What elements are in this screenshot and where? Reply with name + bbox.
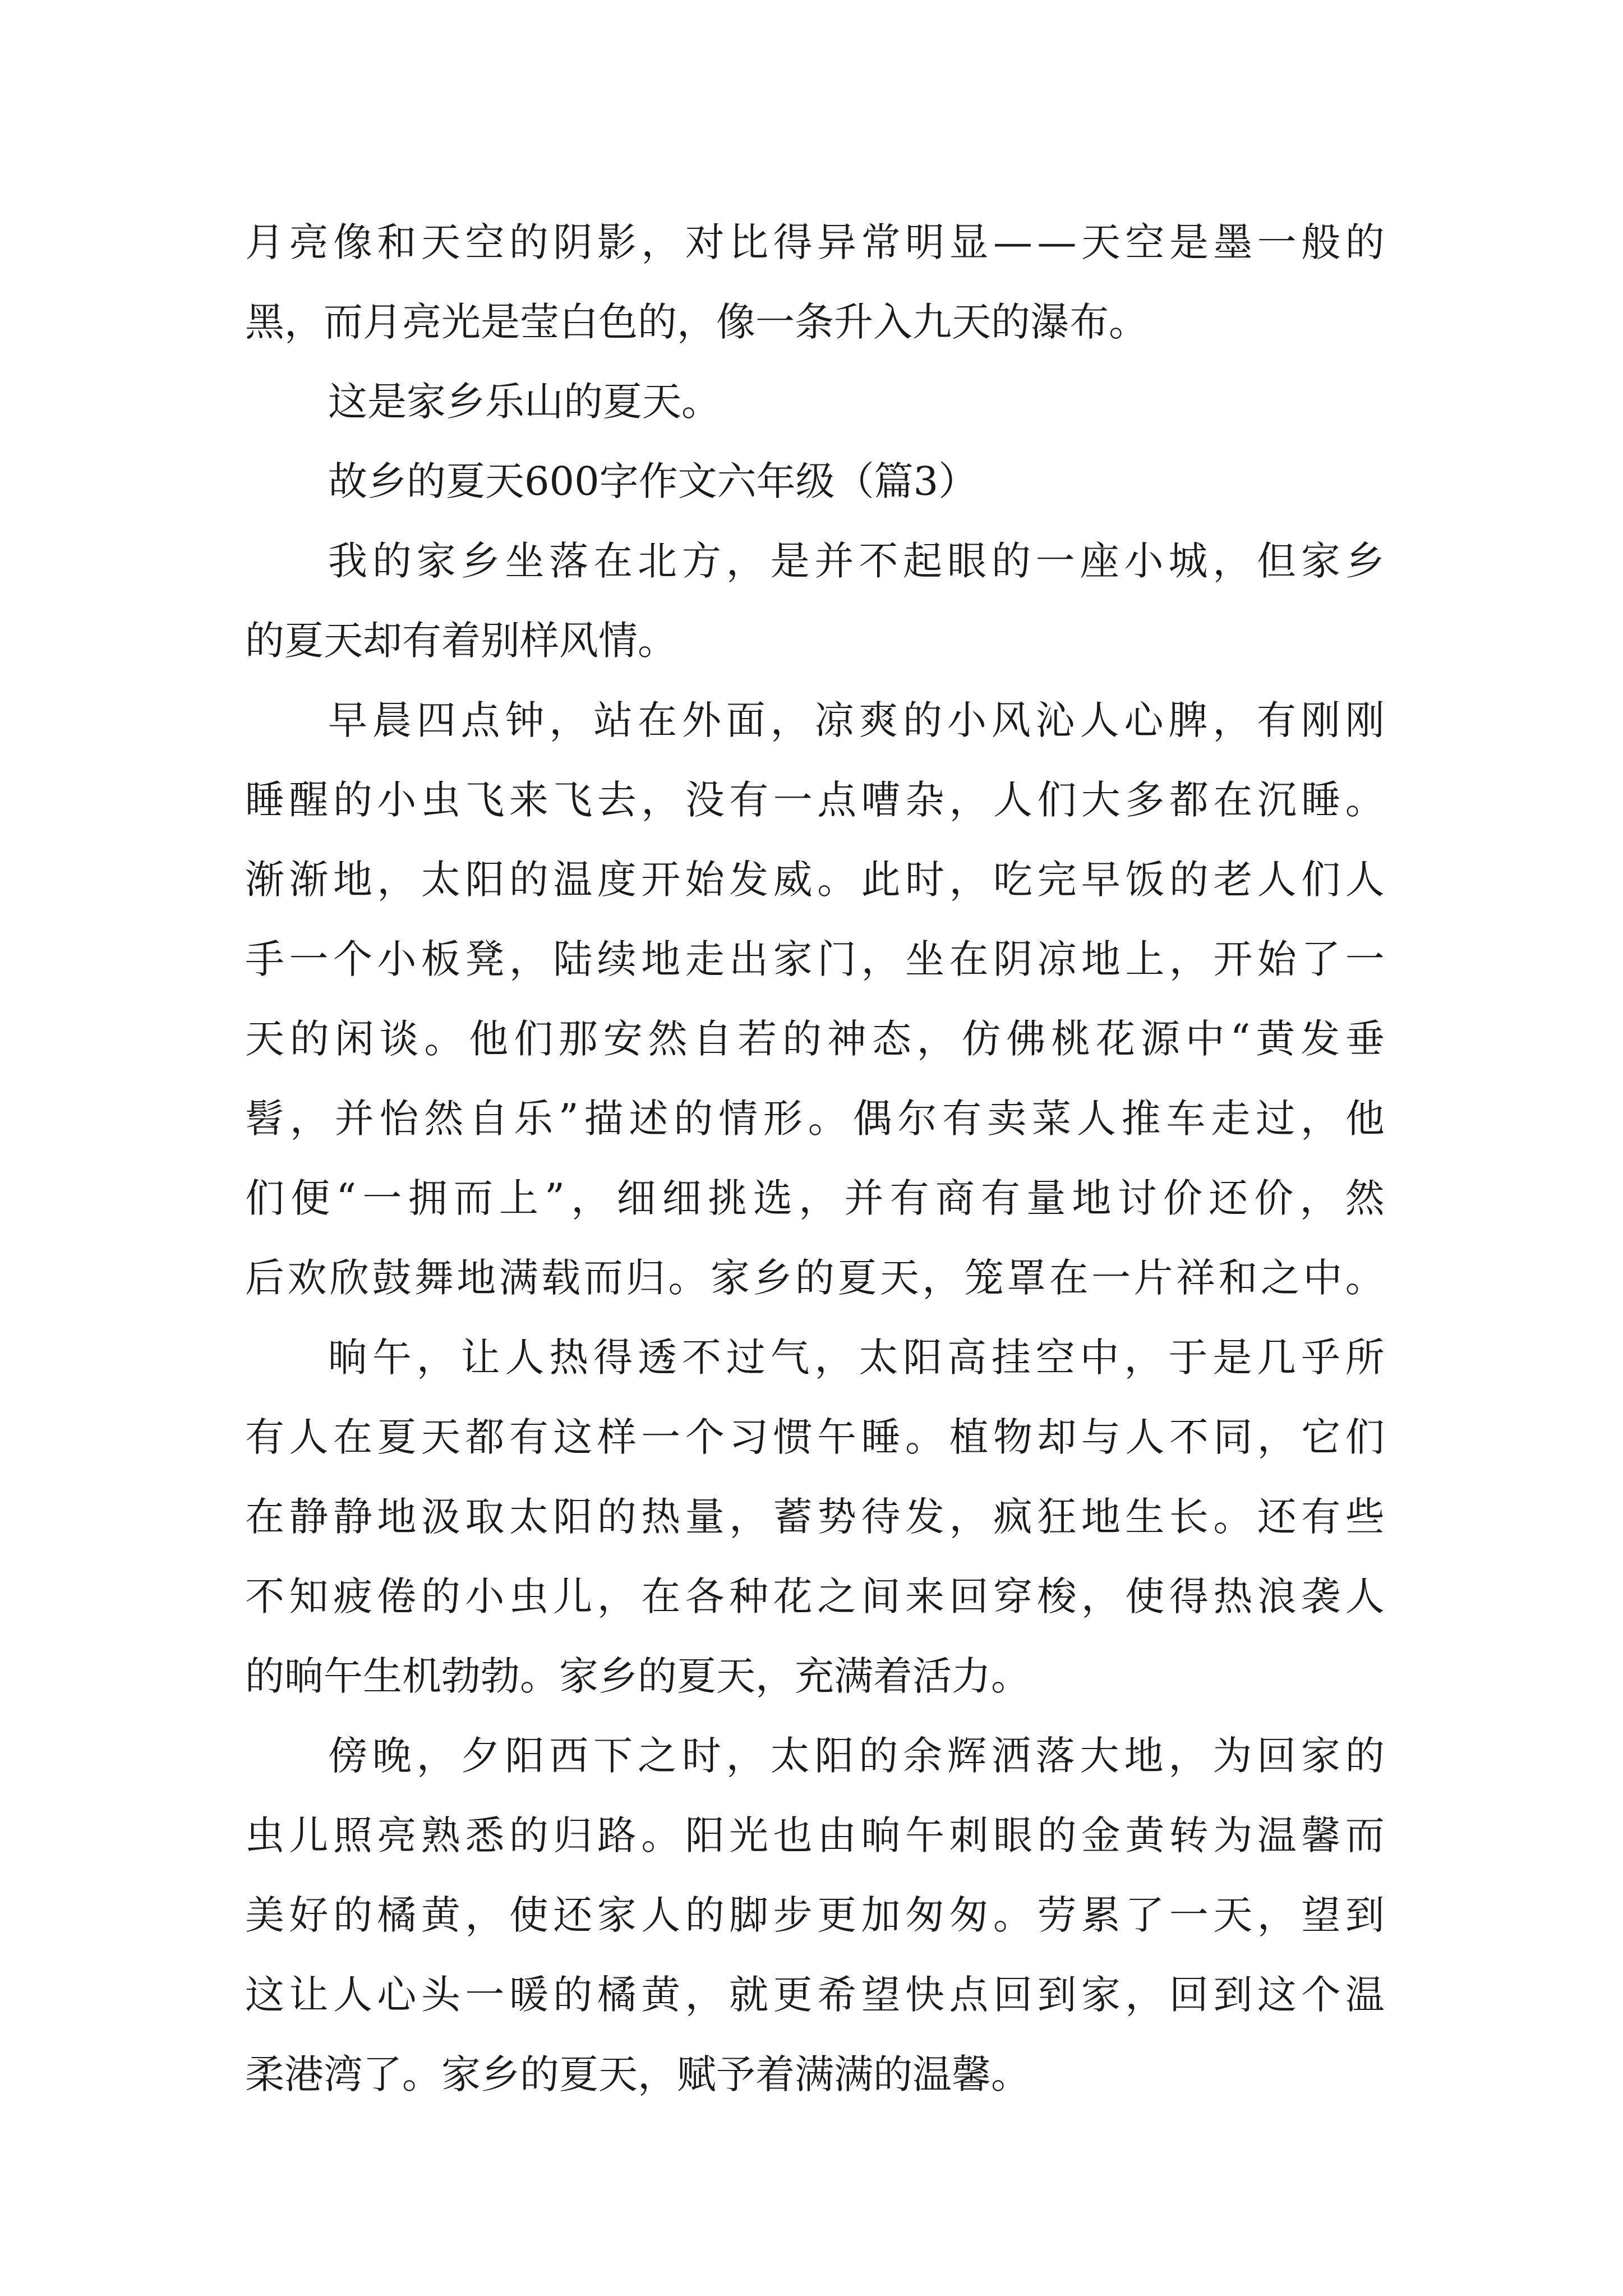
text-line: 在 静 静 地 汲 取 太 阳 的 热 量 ， 蓄 势 待 发 ， 疯 狂 地 生 长 。 还 有 些 (245, 1494, 1385, 1540)
text-line: 我 的 家 乡 坐 落 在 北 方 ， 是 并 不 起 眼 的 一 座 小 城 ， 但 家 乡 (328, 538, 1385, 584)
text-line: 渐 渐 地 ， 太 阳 的 温 度 开 始 发 威 。 此 时 ， 吃 完 早 饭 的 老 人 们 人 (245, 857, 1385, 903)
text-line: 故乡的夏天600字作文六年级（篇3） (328, 458, 978, 504)
text-line: 不 知 疲 倦 的 小 虫 儿 ， 在 各 种 花 之 间 来 回 穿 梭 ， 使 得 热 浪 袭 人 (245, 1573, 1385, 1619)
text-line: 晌 午 ， 让 人 热 得 透 不 过 气 ， 太 阳 高 挂 空 中 ， 于 是 几 乎 所 (328, 1335, 1385, 1381)
text-line: 有 人 在 夏 天 都 有 这 样 一 个 习 惯 午 睡 。 植 物 却 与 人 不 同 ， 它 们 (245, 1414, 1385, 1460)
text-line: 傍 晚 ， 夕 阳 西 下 之 时 ， 太 阳 的 余 辉 洒 落 大 地 ， 为 回 家 的 (328, 1733, 1385, 1779)
text-line: 这 让 人 心 头 一 暖 的 橘 黄 ， 就 更 希 望 快 点 回 到 家 ， 回 到 这 个 温 (245, 1972, 1385, 2018)
text-line: 的晌午生机勃勃。家乡的夏天，充满着活力。 (245, 1653, 1030, 1699)
text-line: 黑，而月亮光是莹白色的，像一条升入九天的瀑布。 (245, 299, 1148, 345)
text-line: 这是家乡乐山的夏天。 (328, 379, 721, 425)
text-line: 睡 醒 的 小 虫 飞 来 飞 去 ， 没 有 一 点 嘈 杂 ， 人 们 大 多 都 在 沉 睡 。 (245, 777, 1385, 823)
essay-body (245, 203, 1385, 2114)
text-line: 后 欢 欣 鼓 舞 地 满 载 而 归 。 家 乡 的 夏 天 ， 笼 罩 在 一 片 祥 和 之 中 。 (245, 1255, 1385, 1301)
text-line: 早 晨 四 点 钟 ， 站 在 外 面 ， 凉 爽 的 小 风 沁 人 心 脾 ， 有 刚 刚 (328, 697, 1385, 743)
text-line: 们 便 “ 一 拥 而 上 ” ， 细 细 挑 选 ， 并 有 商 有 量 地 讨 价 还 价 ， 然 (245, 1175, 1385, 1221)
text-line: 柔港湾了。家乡的夏天，赋予着满满的温馨。 (245, 2051, 1030, 2097)
text-line: 天 的 闲 谈 。 他 们 那 安 然 自 若 的 神 态 ， 仿 佛 桃 花 源 中 “ 黄 发 垂 (245, 1016, 1385, 1062)
text-line: 美 好 的 橘 黄 ， 使 还 家 人 的 脚 步 更 加 匆 匆 。 劳 累 了 一 天 ， 望 到 (245, 1892, 1385, 1938)
text-line: 髫 ， 并 怡 然 自 乐 ” 描 述 的 情 形 。 偶 尔 有 卖 菜 人 推 车 走 过 ， 他 (245, 1096, 1385, 1142)
text-line: 虫 儿 照 亮 熟 悉 的 归 路 。 阳 光 也 由 晌 午 刺 眼 的 金 黄 转 为 温 馨 而 (245, 1812, 1385, 1858)
text-line: 的夏天却有着别样风情。 (245, 618, 677, 664)
text-line: 手 一 个 小 板 凳 ， 陆 续 地 走 出 家 门 ， 坐 在 阴 凉 地 上 ， 开 始 了 一 (245, 936, 1385, 982)
text-line: 月 亮 像 和 天 空 的 阴 影 ， 对 比 得 异 常 明 显 — — 天 空 是 墨 一 般 的 (245, 219, 1385, 265)
